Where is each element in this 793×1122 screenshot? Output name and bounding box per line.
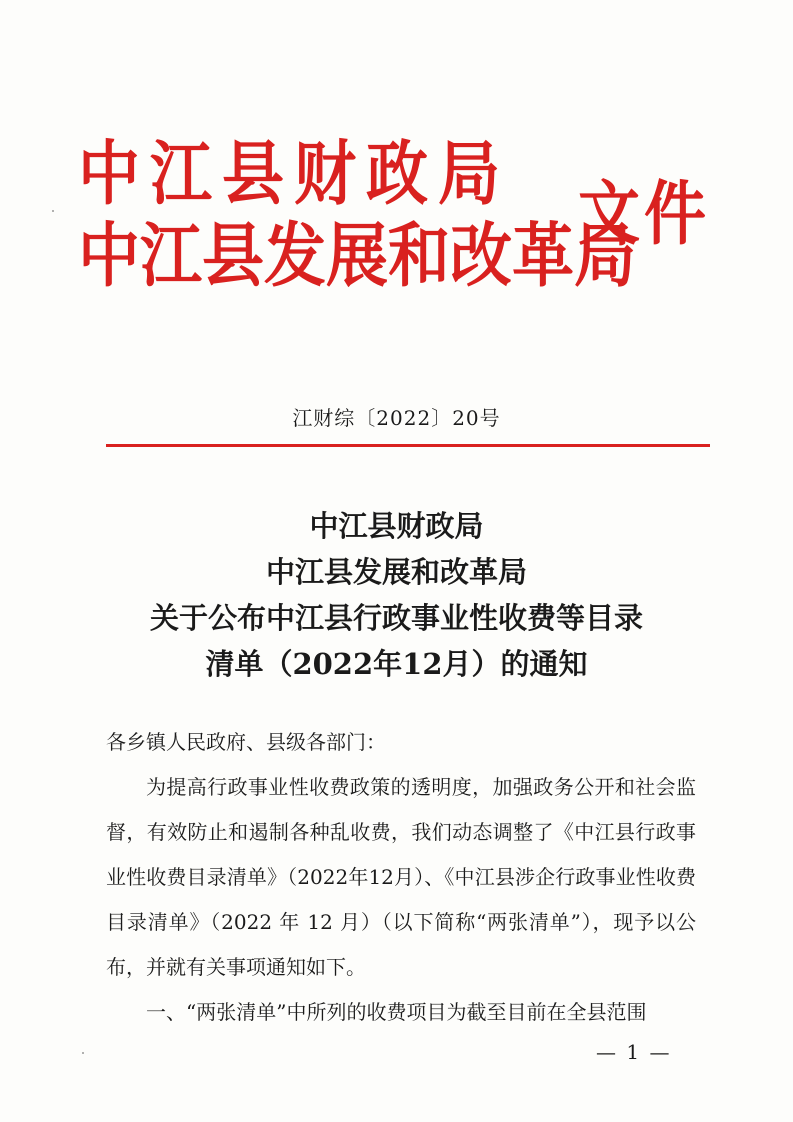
- title-line-1: 中江县财政局: [309, 509, 484, 543]
- document-body: [106, 720, 696, 1035]
- red-masthead: [78, 132, 718, 308]
- document-number: 江财综〔2022〕20号: [292, 406, 501, 430]
- red-divider-line: [106, 444, 710, 447]
- masthead-agency-development: 中江县发展和改革局: [78, 214, 637, 297]
- document-title: [0, 503, 793, 687]
- scan-speck: [52, 210, 54, 212]
- title-line-4: 清单（2022年12月）的通知: [205, 647, 588, 681]
- masthead-agency-finance: 中江县财政局: [78, 132, 511, 215]
- paragraph-2: 一、“两张清单”中所列的收费项目为截至目前在全县范围: [146, 1000, 647, 1024]
- title-line-3: 关于公布中江县行政事业性收费等目录: [149, 601, 643, 635]
- paragraph-1: 为提高行政事业性收费政策的透明度，加强政务公开和社会监督，有效防止和遏制各种乱收费，我们动态调整了《中江县行政事业性收费目录清单》（2022年12月）、《中江县涉企行政事业性收费目录清单》（2022 年 12 月）（以下简称“两张清单”），现予以公布，并就有关事项通知如下。: [106, 775, 696, 979]
- title-line-2: 中江县发展和改革局: [265, 555, 527, 589]
- scan-speck: [82, 1052, 84, 1054]
- masthead-document-word: 文件: [578, 172, 711, 255]
- page-number: — 1 —: [596, 1040, 672, 1064]
- salutation: 各乡镇人民政府、县级各部门：: [106, 730, 386, 754]
